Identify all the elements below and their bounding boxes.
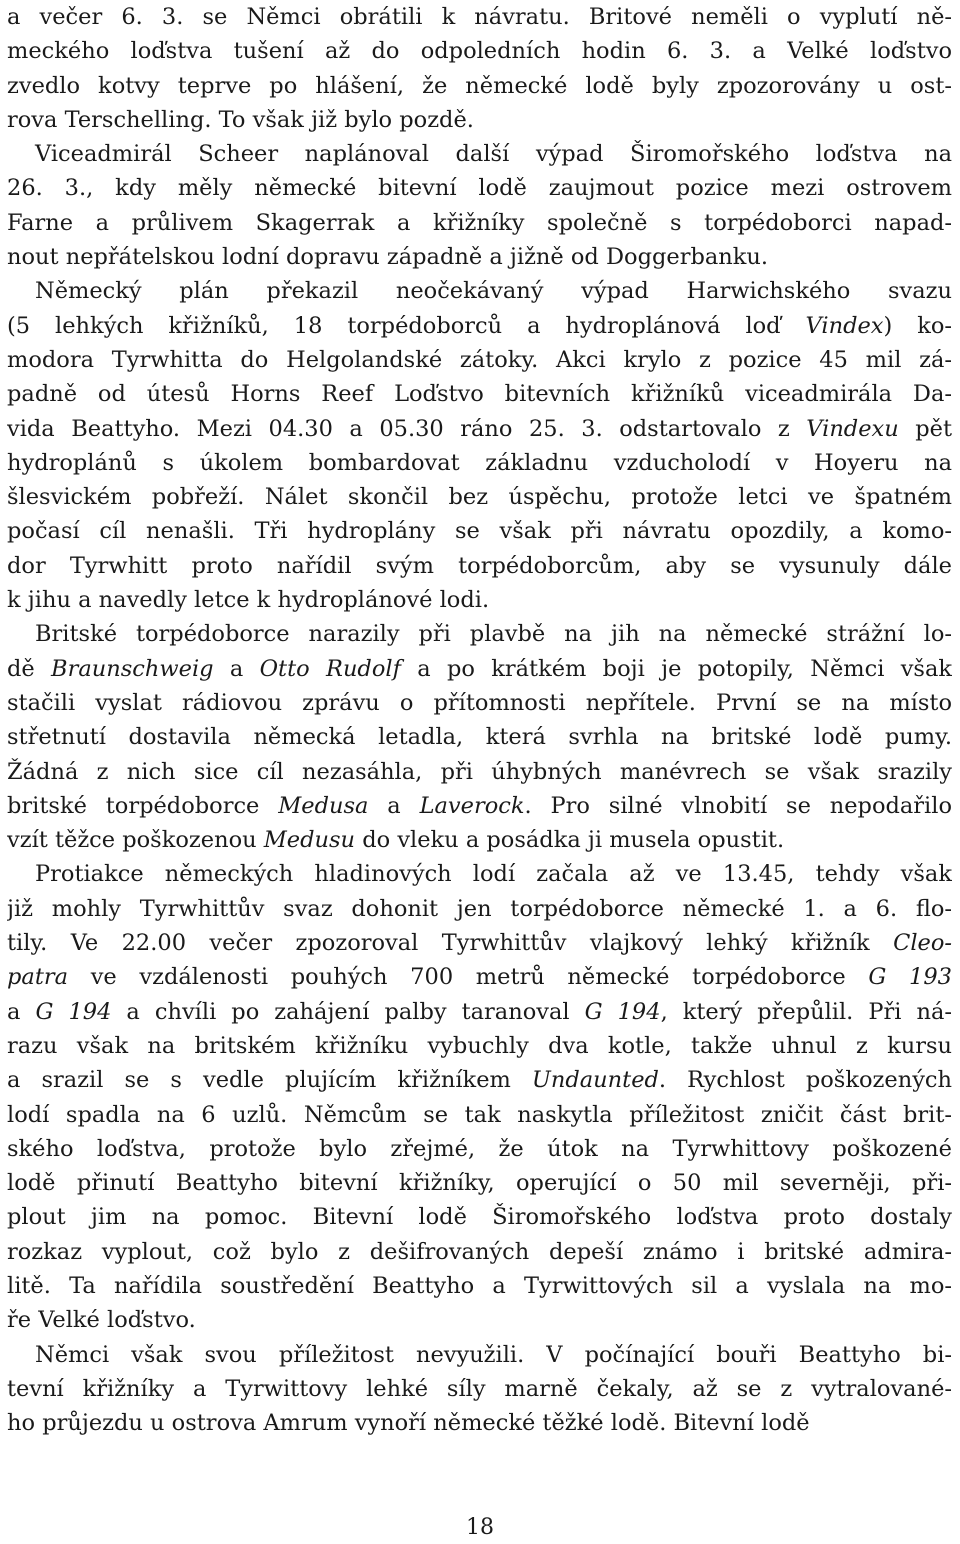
text-line: hydroplánů s úkolem bombardovat základnu vzducholodí v Hoyeru na <box>7 449 952 476</box>
text-line: dě Braunschweig a Otto Rudolf a po krátkém boji je potopily, Němci však <box>7 655 952 682</box>
text-line: dor Tyrwhitt proto nařídil svým torpédoborcům, aby se vysunuly dále <box>7 552 952 579</box>
text-line: zvedlo kotvy teprve po hlášení, že německé lodě byly zpozorovány u ost- <box>7 72 952 99</box>
text-line: počasí cíl nenašli. Tři hydroplány se však při návratu opozdily, a komo- <box>7 518 952 545</box>
text-line: ho průjezdu u ostrova Amrum vynoří německé těžké lodě. Bitevní lodě <box>7 1410 810 1437</box>
text-line: stačili vyslat rádiovou zprávu o přítomnosti nepřítele. První se na místo <box>7 689 952 716</box>
text-line: britské torpédoborce Medusa a Laverock. Pro silné vlnobití se nepodařilo <box>7 792 952 819</box>
text-line: 26. 3., kdy měly německé bitevní lodě zaujmout pozice mezi ostrovem <box>7 175 952 202</box>
text-line: Německý plán překazil neočekávaný výpad Harwichského svazu <box>35 278 952 305</box>
text-line: litě. Ta nařídila soustředění Beattyho a Tyrwittových sil a vyslala na mo- <box>7 1272 952 1299</box>
text-line: a G 194 a chvíli po zahájení palby taranoval G 194, který přepůlil. Při ná- <box>7 998 952 1025</box>
text-line: vzít těžce poškozenou Medusu do vleku a posádka ji musela opustit. <box>7 827 785 854</box>
text-line: rozkaz vyplout, což bylo z dešifrovaných depeší známo i britské admira- <box>7 1238 952 1265</box>
text-line: šlesvickém pobřeží. Nálet skončil bez úspěchu, protože letci ve špatném <box>7 484 952 511</box>
text-line: již mohly Tyrwhittův svaz dohonit jen torpédoborce německé 1. a 6. flo- <box>7 895 952 922</box>
text-line: Farne a průlivem Skagerrak a křižníky společně s torpédoborci napad- <box>7 209 952 236</box>
text-line: razu však na britském křižníku vybuchly dva kotle, takže uhnul z kursu <box>7 1032 952 1059</box>
text-line: Žádná z nich sice cíl nezasáhla, při úhybných manévrech se však srazily <box>7 758 952 785</box>
text-line: meckého loďstva tušení až do odpoledních hodin 6. 3. a Velké loďstvo <box>7 38 952 65</box>
text-line: patra ve vzdálenosti pouhých 700 metrů německé torpédoborce G 193 <box>7 964 952 991</box>
text-line: k jihu a navedly letce k hydroplánové lodi. <box>7 587 490 614</box>
text-line: modora Tyrwhitta do Helgolandské zátoky. Akci krylo z pozice 45 mil zá- <box>7 346 952 373</box>
text-line: tevní křižníky a Tyrwittovy lehké síly marně čekaly, až se z vytralované- <box>7 1375 952 1402</box>
text-line: a srazil se s vedle plujícím křižníkem Undaunted. Rychlost poškozených <box>7 1067 952 1094</box>
text-line: lodě přinutí Beattyho bitevní křižníky, operující o 50 mil severněji, při- <box>7 1170 952 1197</box>
text-line: Britské torpédoborce narazily při plavbě na jih na německé strážní lo- <box>35 621 952 648</box>
text-line: Němci však svou příležitost nevyužili. V počínající bouři Beattyho bi- <box>35 1341 952 1368</box>
text-line: padně od útesů Horns Reef Loďstvo bitevních křižníků viceadmirála Da- <box>7 381 952 408</box>
text-line: střetnutí dostavila německá letadla, která svrhla na britské lodě pumy. <box>7 724 952 751</box>
page-number: 18 <box>466 1515 494 1540</box>
text-line: ského loďstva, protože bylo zřejmé, že útok na Tyrwhittovy poškozené <box>7 1135 952 1162</box>
text-line: lodí spadla na 6 uzlů. Němcům se tak naskytla příležitost zničit část brit- <box>7 1101 952 1128</box>
text-line: vida Beattyho. Mezi 04.30 a 05.30 ráno 25. 3. odstartovalo z Vindexu pět <box>7 415 952 442</box>
text-line: Protiakce německých hladinových lodí začala až ve 13.45, tehdy však <box>35 861 952 888</box>
text-line: plout jim na pomoc. Bitevní lodě Širomořského loďstva proto dostaly <box>7 1204 952 1231</box>
text-line: ře Velké loďstvo. <box>7 1307 196 1334</box>
text-line: Viceadmirál Scheer naplánoval další výpad Širomořského loďstva na <box>35 141 952 168</box>
text-line: a večer 6. 3. se Němci obrátili k návratu. Britové neměli o vyplutí ně- <box>7 4 952 30</box>
text-line: rova Terschelling. To však již bylo pozdě. <box>7 106 474 133</box>
body-text <box>7 0 952 1440</box>
text-line: nout nepřátelskou lodní dopravu západně a jižně od Doggerbanku. <box>7 244 769 271</box>
text-line: (5 lehkých křižníků, 18 torpédoborců a hydroplánová loď Vindex) ko- <box>7 312 952 339</box>
text-line: tily. Ve 22.00 večer zpozoroval Tyrwhittův vlajkový lehký křižník Cleo- <box>7 930 952 957</box>
